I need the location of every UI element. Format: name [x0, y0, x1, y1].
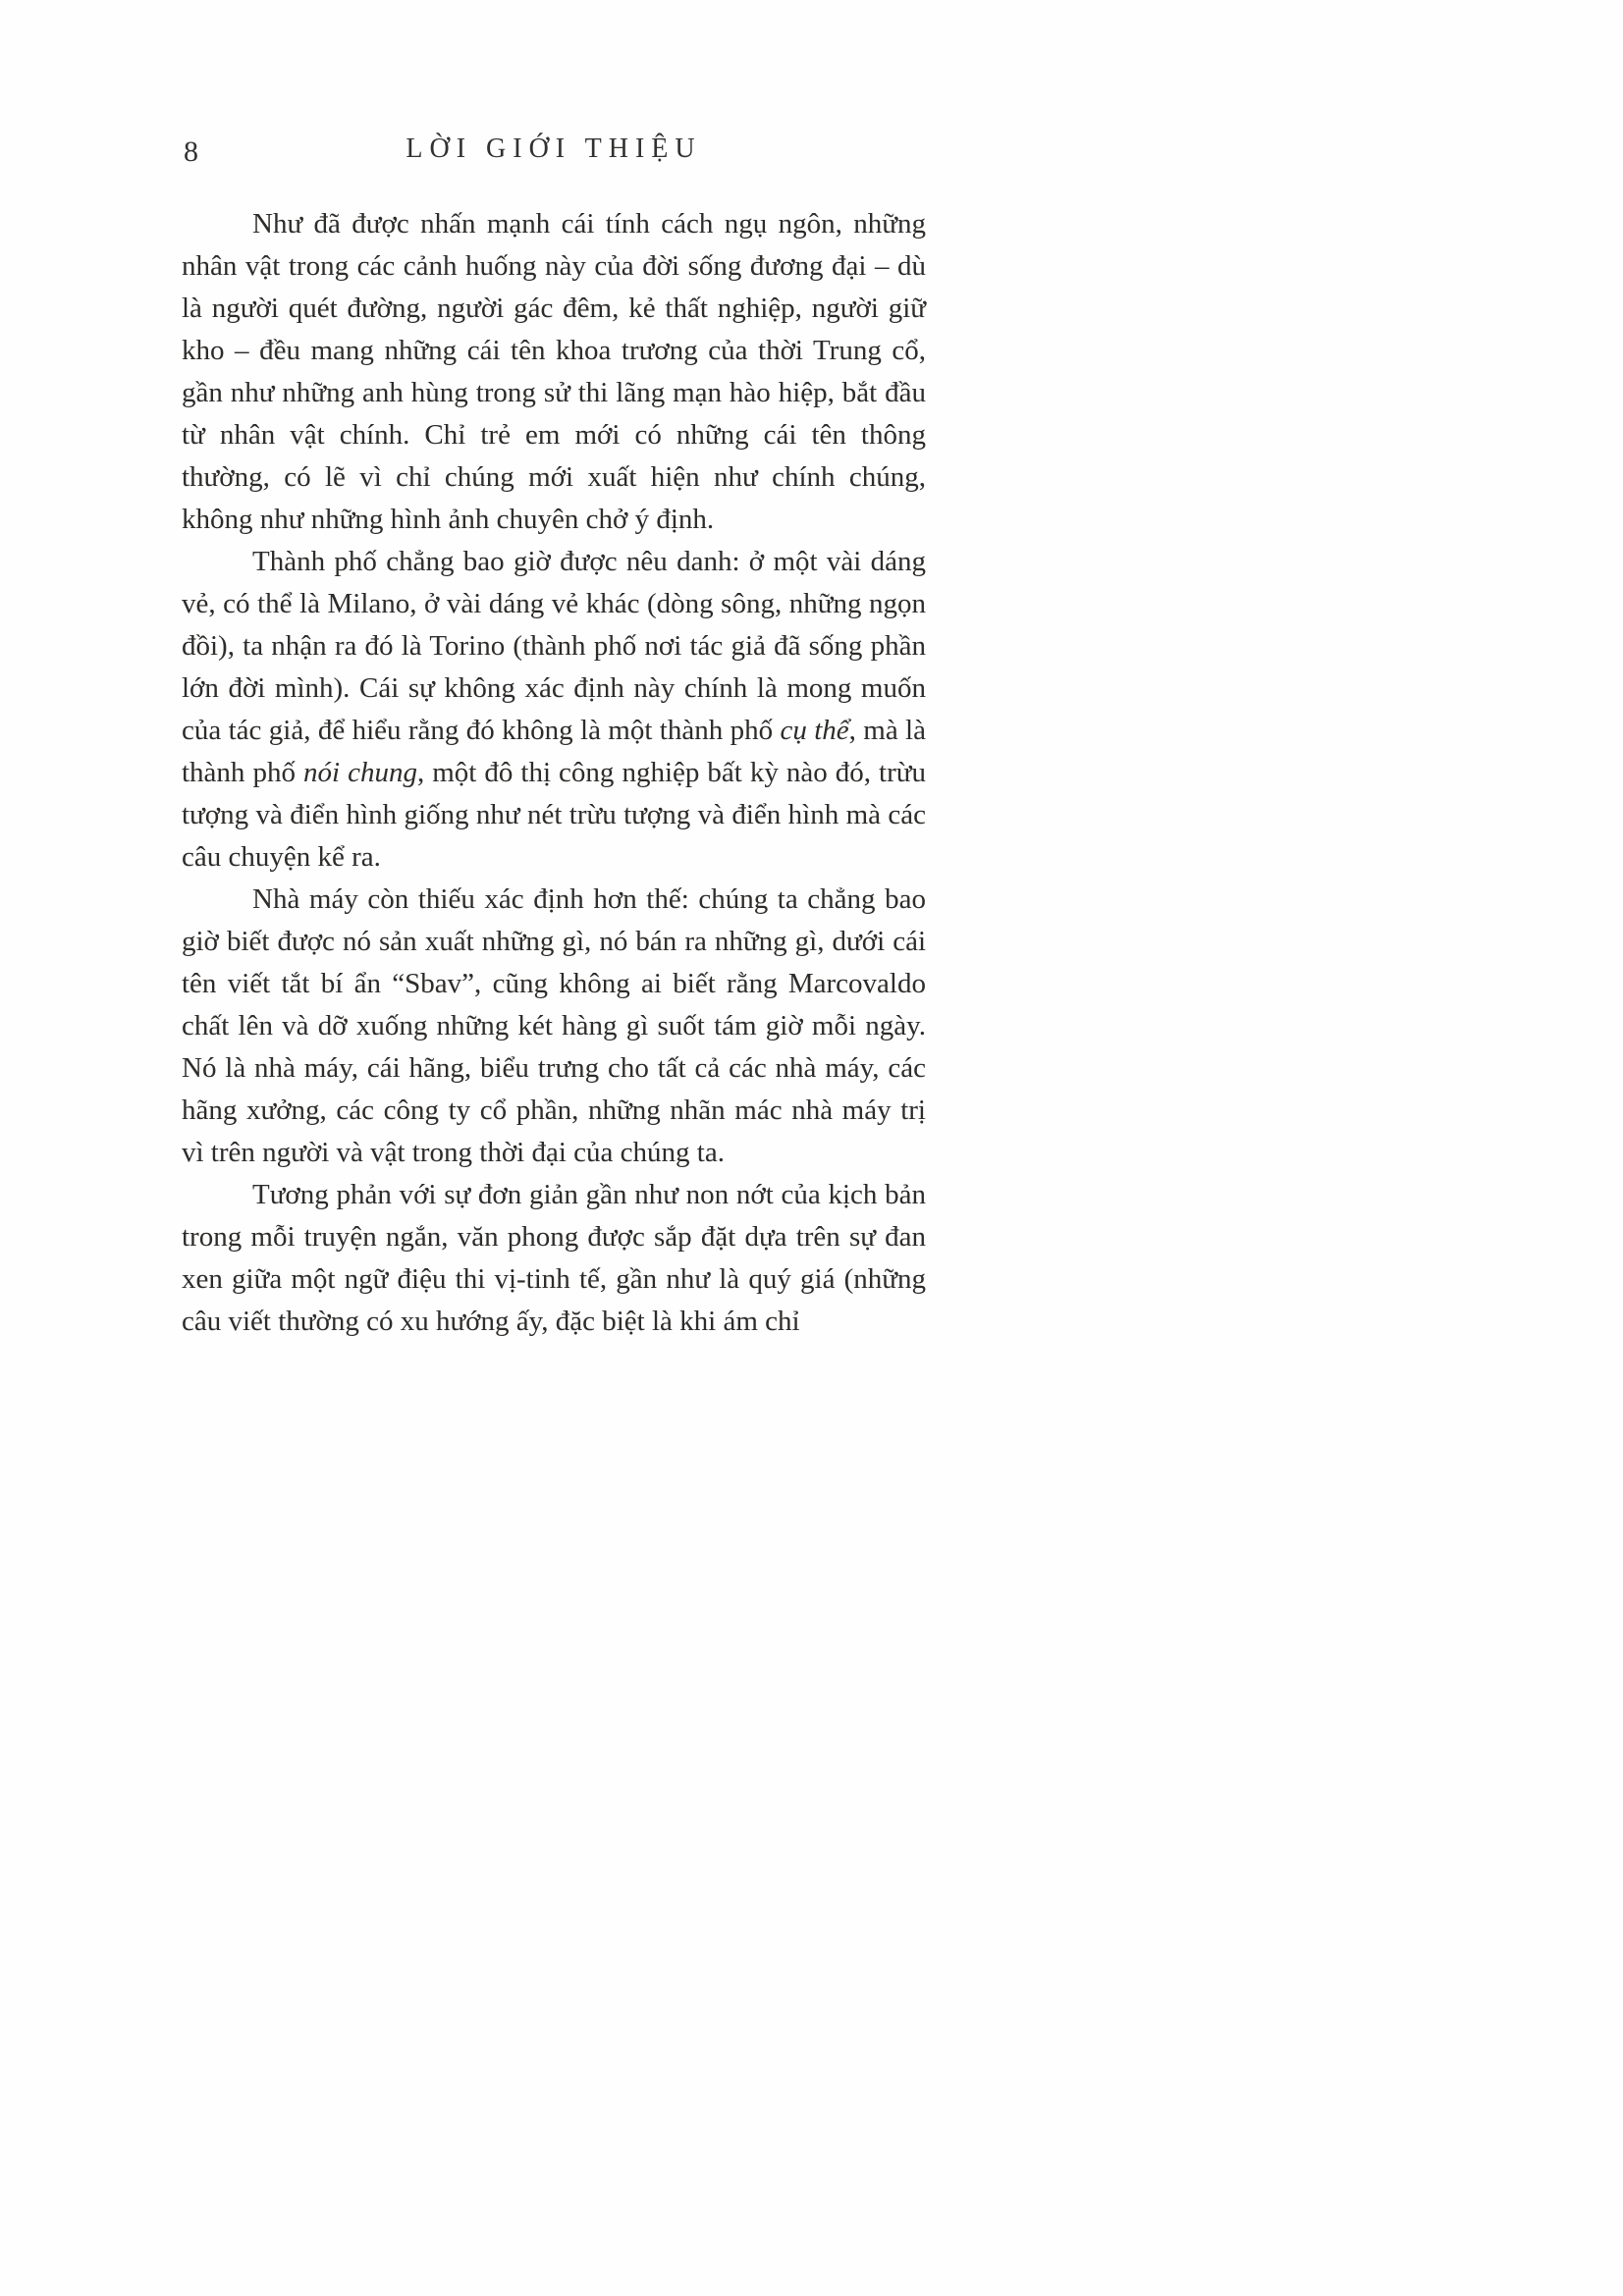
italic-text-run: cụ thể: [780, 715, 849, 746]
text-run: Thành phố chẳng bao giờ được nêu danh: ở một vài dáng vẻ, có thể là Milano, ở vài dáng vẻ khác (dòng sông, những ngọn đồi), ta nhận ra đó là Torino (thành phố nơi tác giả đã sống phần lớn đời mình). Cái sự không xác định này chính là mong muốn của tác giả, để hiểu rằng đó không là một thành phố: [182, 546, 926, 746]
text-run: Nhà máy còn thiếu xác định hơn thế: chúng ta chẳng bao giờ biết được nó sản xuất những gì, nó bán ra những gì, dưới cái tên viết tắt bí ẩn “Sbav”, cũng không ai biết rằng Marcovaldo chất lên và dỡ xuống những két hàng gì suốt tám giờ mỗi ngày. Nó là nhà máy, cái hãng, biểu trưng cho tất cả các nhà máy, các hãng xưởng, các công ty cổ phần, những nhãn mác nhà máy trị vì trên người và vật trong thời đại của chúng ta.: [182, 883, 926, 1168]
text-block: [182, 203, 926, 1343]
paragraph: [182, 203, 926, 541]
running-head-title: LỜI GIỚI THIỆU: [406, 133, 702, 164]
text-run: , một đô thị công nghiệp bất kỳ nào đó, trừu tượng và điển hình giống như nét trừu tượng và điển hình mà các câu chuyện kể ra.: [182, 757, 926, 873]
italic-text-run: nói chung: [302, 757, 417, 788]
page-number: 8: [184, 135, 198, 168]
paragraph: [182, 541, 926, 879]
text-run: , mà là thành phố: [182, 715, 926, 788]
paragraph: [182, 879, 926, 1174]
paragraph: [182, 1174, 926, 1343]
page-header: [182, 133, 926, 173]
text-run: Như đã được nhấn mạnh cái tính cách ngụ ngôn, những nhân vật trong các cảnh huống này của đời sống đương đại – dù là người quét đường, người gác đêm, kẻ thất nghiệp, người giữ kho – đều mang những cái tên khoa trương của thời Trung cổ, gần như những anh hùng trong sử thi lãng mạn hào hiệp, bắt đầu từ nhân vật chính. Chỉ trẻ em mới có những cái tên thông thường, có lẽ vì chỉ chúng mới xuất hiện như chính chúng, không như những hình ảnh chuyên chở ý định.: [182, 208, 926, 535]
text-run: Tương phản với sự đơn giản gần như non nớt của kịch bản trong mỗi truyện ngắn, văn phong được sắp đặt dựa trên sự đan xen giữa một ngữ điệu thi vị-tinh tế, gần như là quý giá (những câu viết thường có xu hướng ấy, đặc biệt là khi ám chỉ: [182, 1179, 926, 1337]
